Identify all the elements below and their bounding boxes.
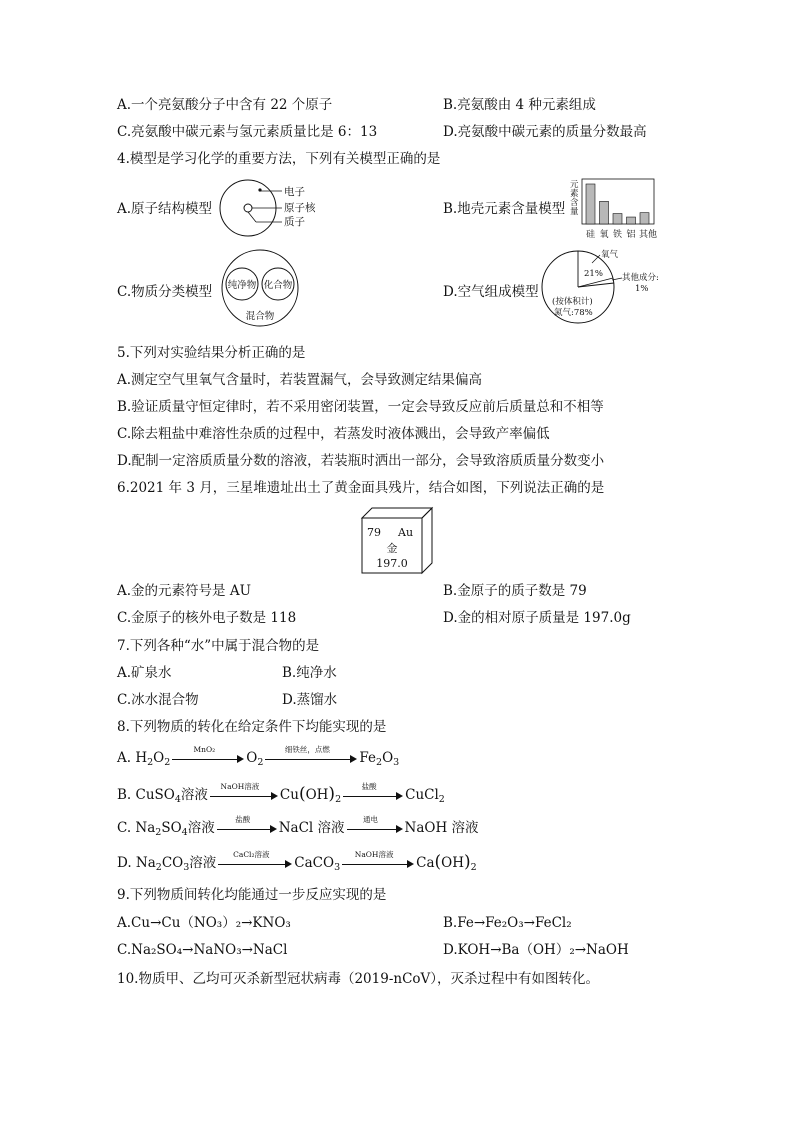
- label-proton: 质子: [284, 216, 305, 228]
- ylabel-char-2: 素: [570, 189, 579, 199]
- cell-mass: 197.0: [376, 557, 408, 570]
- reaction-arrow: [218, 849, 292, 871]
- q8-option-b: B. CuSO$_4$溶液 NaOH溶液 $Cu(OH)_2$ 盐酸 CuCl$_2$: [117, 781, 445, 805]
- bar-label-1: 氧: [599, 230, 609, 240]
- q8-c-middle: NaCl 溶液: [278, 820, 345, 836]
- bar-label-3: 铝: [626, 230, 636, 240]
- q3-option-a: A.一个亮氨酸分子中含有 22 个原子: [117, 97, 333, 113]
- bar-3: [627, 217, 636, 224]
- q5-option-b: B.验证质量守恒定律时，若不采用密闭装置，一定会导致反应前后质量总和不相等: [117, 399, 604, 415]
- ylabel-char-1: 元: [570, 180, 579, 190]
- q8-option-c: C. $Na_2SO_4$溶液 盐酸 NaCl 溶液 通电 NaOH 溶液: [117, 814, 479, 838]
- arrow-condition: NaOH溶液: [220, 781, 260, 791]
- q4-option-c: C.物质分类模型: [117, 284, 213, 300]
- label-mixture: 混合物: [245, 311, 275, 322]
- bar-label-0: 硅: [586, 230, 596, 240]
- label-oxygen: 氧气: [601, 250, 619, 260]
- arrow-condition: 盐酸: [235, 814, 251, 824]
- reaction-arrow: [265, 744, 357, 766]
- cell-atomic-number: 79: [367, 526, 381, 539]
- q8-stem: 8.下列物质的转化在给定条件下均能实现的是: [117, 719, 387, 735]
- label-nitrogen: 氮气:78%: [554, 308, 593, 318]
- q6-option-b: B.金原子的质子数是 79: [443, 583, 587, 599]
- q8-d-label: D.: [117, 855, 132, 871]
- q8-option-a: A. $H_2O_2$ MnO₂ $O_2$ 细铁丝，点燃 $Fe_2O_3$: [117, 744, 400, 768]
- cell-symbol: Au: [398, 526, 414, 539]
- arrow-condition: MnO₂: [193, 744, 216, 754]
- pie-divider-2: [578, 278, 613, 287]
- arrow-condition: CaCl₂溶液: [233, 849, 270, 859]
- label-volume-note: (按体积计): [552, 297, 593, 307]
- q5-option-c: C.除去粗盐中难溶性杂质的过程中，若蒸发时液体溅出，会导致产率偏低: [117, 426, 550, 442]
- label-electron: 电子: [284, 186, 305, 198]
- q4-option-b: B.地壳元素含量模型: [443, 201, 566, 217]
- ylabel-char-3: 含: [570, 198, 579, 208]
- atom-structure-model: [218, 178, 330, 238]
- label-compound: 化合物: [263, 280, 293, 291]
- label-other: 其他成分:: [622, 273, 659, 283]
- q4-option-d: D.空气组成模型: [443, 284, 539, 300]
- reaction-arrow: [343, 781, 403, 803]
- q9-option-d: D.KOH→Ba（OH）₂→NaOH: [443, 942, 629, 958]
- reaction-arrow: [210, 781, 278, 803]
- bar-0: [586, 184, 595, 224]
- cell-name: 金: [386, 542, 398, 555]
- q8-b-solution: 溶液: [180, 787, 208, 803]
- reaction-arrow: [172, 744, 244, 766]
- q9-option-b: B.Fe→Fe₂O₃→FeCl₂: [443, 915, 572, 931]
- gold-element-cell: [360, 506, 436, 576]
- q3-option-b: B.亮氨酸由 4 种元素组成: [443, 97, 596, 113]
- bar-2: [613, 214, 622, 224]
- q9-option-a: A.Cu→Cu（NO₃）₂→KNO₃: [117, 915, 291, 931]
- bar-label-4: 其他: [639, 230, 658, 240]
- q7-option-d: D.蒸馏水: [282, 692, 338, 708]
- ylabel-char-4: 量: [570, 207, 579, 217]
- q8-c-end: NaOH 溶液: [404, 820, 479, 836]
- q9-stem: 9.下列物质间转化均能通过一步反应实现的是: [117, 887, 387, 903]
- q5-option-a: A.测定空气里氧气含量时，若装置漏气，会导致测定结果偏高: [117, 372, 483, 388]
- q7-option-a: A.矿泉水: [117, 665, 172, 681]
- q8-option-d: D. $Na_2CO_3$溶液 CaCl₂溶液 CaCO$_3$ NaOH溶液 $Ca(OH)_2$: [117, 849, 477, 873]
- q8-a-label: A.: [117, 750, 132, 766]
- q4-option-a: A.原子结构模型: [117, 201, 213, 217]
- atom-nucleus-circle: [244, 204, 252, 212]
- q8-c-solution: 溶液: [187, 820, 215, 836]
- label-pure-substance: 纯净物: [227, 280, 257, 291]
- q4-stem: 4.模型是学习化学的重要方法，下列有关模型正确的是: [117, 151, 441, 167]
- q7-option-c: C.冰水混合物: [117, 692, 199, 708]
- q8-c-label: C.: [117, 820, 132, 836]
- q8-b-label: B.: [117, 787, 132, 803]
- air-composition-pie: [540, 247, 670, 327]
- substance-classification-model: [217, 248, 303, 328]
- q5-stem: 5.下列对实验结果分析正确的是: [117, 345, 306, 361]
- reaction-arrow: [342, 849, 414, 871]
- label-oxygen-pct: 21%: [584, 269, 603, 279]
- arrow-condition: 细铁丝，点燃: [284, 744, 330, 754]
- label-nucleus: 原子核: [284, 202, 316, 214]
- crust-element-bar-chart: [568, 177, 664, 241]
- bar-label-2: 铁: [613, 230, 623, 240]
- q6-option-c: C.金原子的核外电子数是 118: [117, 610, 297, 626]
- bar-1: [600, 201, 609, 224]
- q6-stem: 6.2021 年 3 月，三星堆遗址出土了黄金面具残片，结合如图，下列说法正确的是: [117, 480, 605, 496]
- label-other-pct: 1%: [635, 284, 649, 294]
- q8-d-solution: 溶液: [189, 855, 217, 871]
- q3-option-d: D.亮氨酸中碳元素的质量分数最高: [443, 124, 647, 140]
- q9-option-c: C.Na₂SO₄→NaNO₃→NaCl: [117, 942, 288, 958]
- q3-option-c: C.亮氨酸中碳元素与氢元素质量比是 6：13: [117, 124, 378, 140]
- arrow-condition: NaOH溶液: [354, 849, 394, 859]
- q6-option-a: A.金的元素符号是 AU: [117, 583, 251, 599]
- q7-stem: 7.下列各种“水”中属于混合物的是: [117, 638, 320, 654]
- q6-option-d: D.金的相对原子质量是 197.0g: [443, 610, 631, 626]
- arrow-condition: 盐酸: [361, 781, 377, 791]
- q5-option-d: D.配制一定溶质质量分数的溶液，若装瓶时洒出一部分，会导致溶质质量分数变小: [117, 453, 605, 469]
- pie-divider-3: [578, 283, 614, 287]
- arrow-condition: 通电: [363, 814, 379, 824]
- q7-option-b: B.纯净水: [282, 665, 337, 681]
- reaction-arrow: [217, 814, 277, 836]
- reaction-arrow: [347, 814, 403, 836]
- bar-4: [640, 213, 649, 224]
- q10-stem: 10.物质甲、乙均可灭杀新型冠状病毒（2019-nCoV），灭杀过程中有如图转化。: [117, 971, 600, 987]
